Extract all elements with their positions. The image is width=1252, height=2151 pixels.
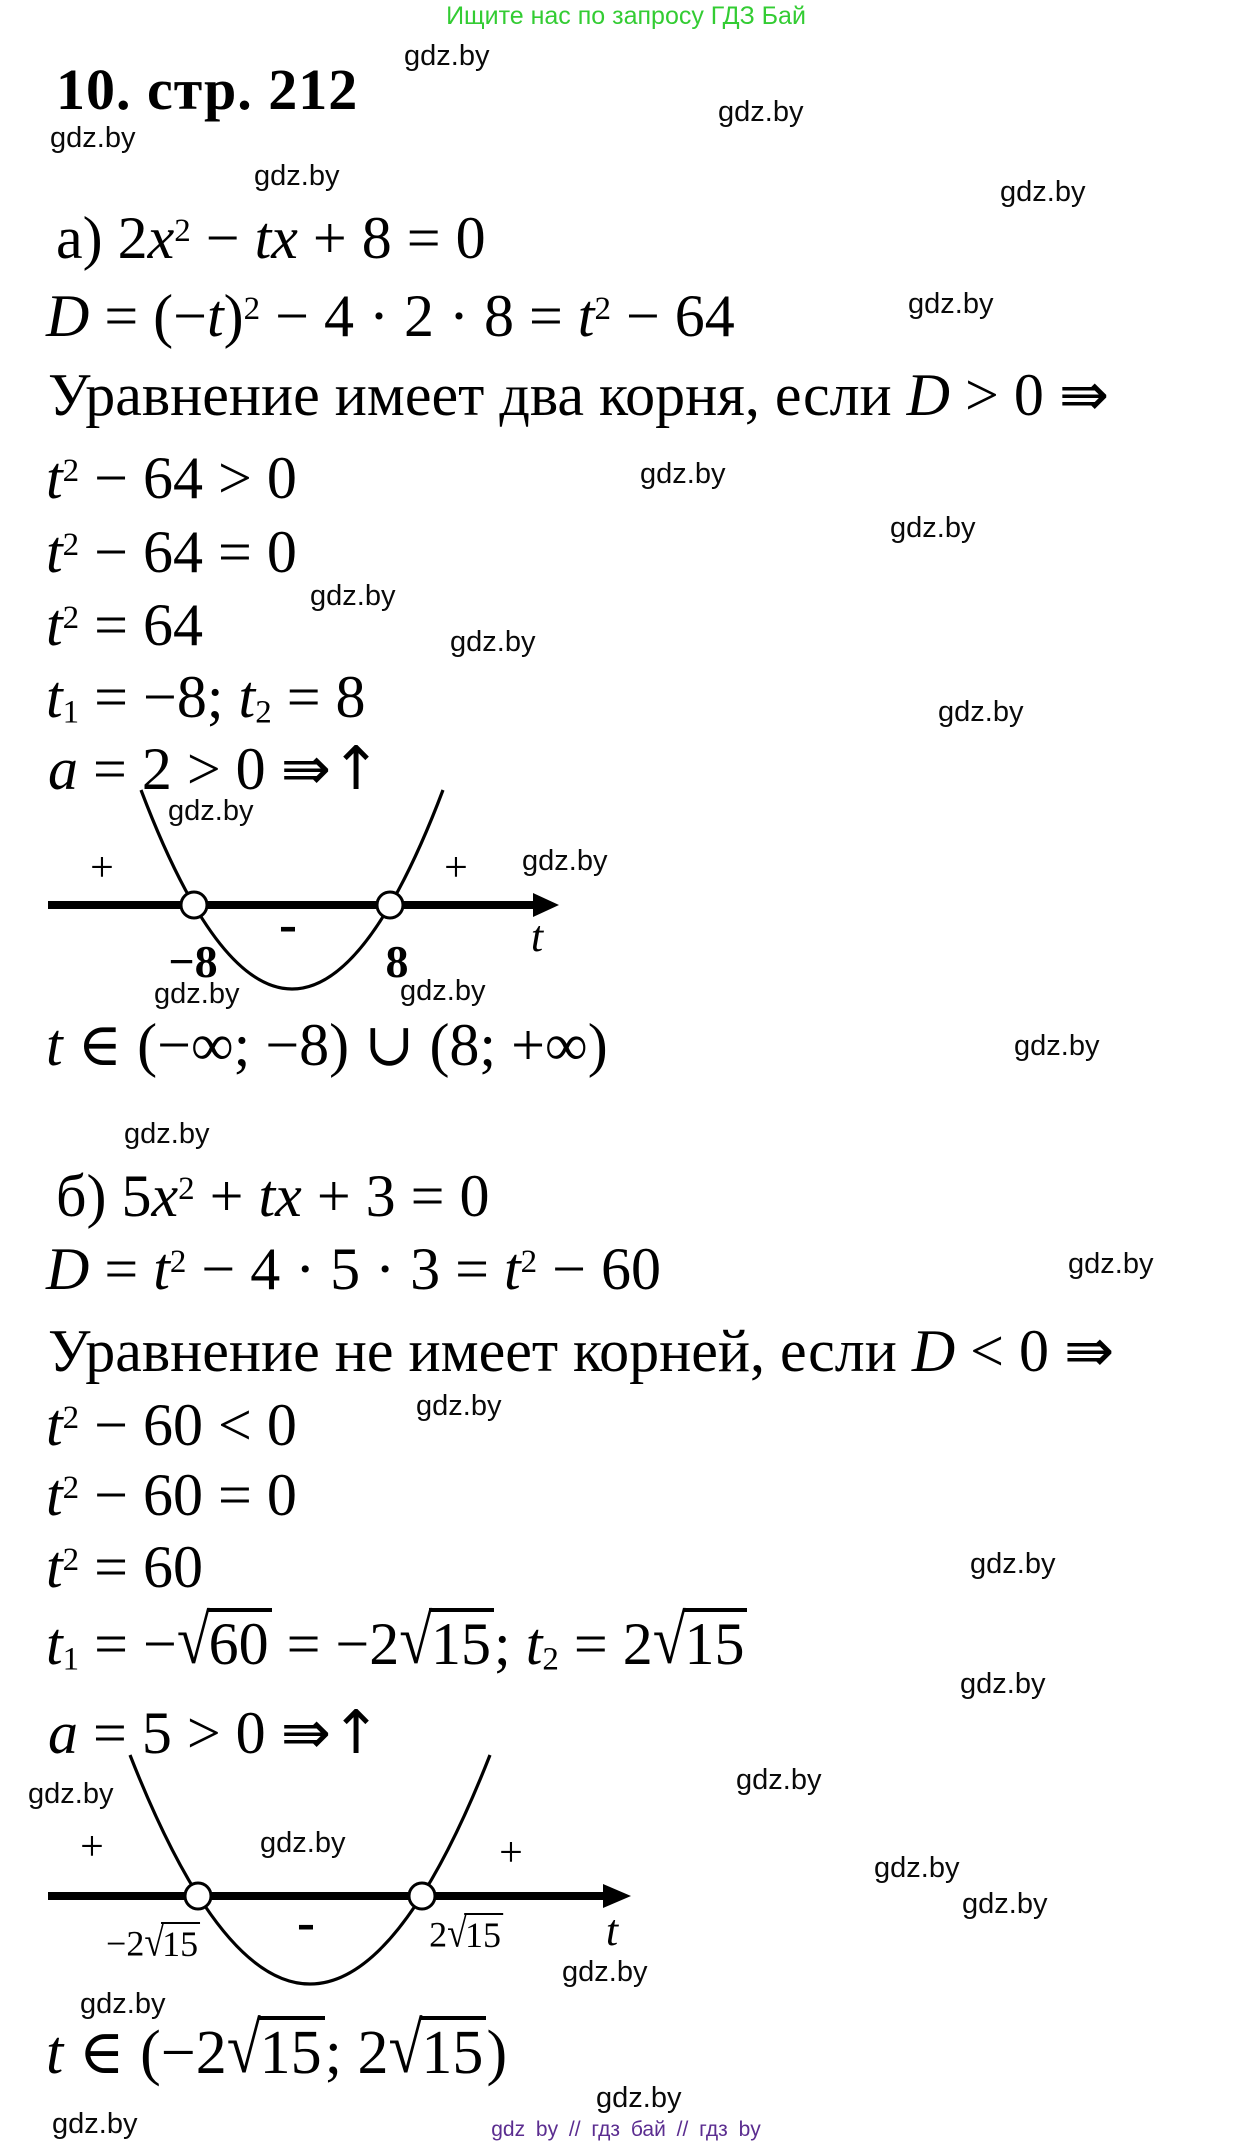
math-token: √ xyxy=(399,1601,433,1679)
math-token: ∈ (−2 xyxy=(63,2019,227,2088)
page-title: 10. стр. 212 xyxy=(56,57,359,122)
math-token: a xyxy=(48,1700,78,1766)
math-token: t xyxy=(605,1906,619,1955)
math-token: t xyxy=(46,2019,64,2088)
math-token: = 64 xyxy=(79,592,204,658)
math-token: + 3 = 0 xyxy=(301,1163,490,1229)
math-token: 2 xyxy=(62,1399,80,1436)
math-token: ; 2 xyxy=(324,2019,389,2088)
math-token: x xyxy=(147,205,175,271)
math-token: −8 xyxy=(168,936,218,987)
math-token: x xyxy=(275,1163,302,1229)
math-token: a xyxy=(48,736,78,802)
math-token: ; xyxy=(494,1611,526,1678)
math-token: = xyxy=(89,1236,154,1302)
sign-diagram-b-root-right-label xyxy=(429,1909,503,1956)
math-token: D xyxy=(46,283,90,349)
watermark: gdz.by xyxy=(718,96,804,128)
math-token: t xyxy=(46,519,63,585)
watermark: gdz.by xyxy=(310,580,396,612)
watermark: gdz.by xyxy=(1068,1248,1154,1280)
watermark: gdz.by xyxy=(416,1390,502,1422)
statement-b-condition xyxy=(48,1318,1114,1385)
eq-b-roots xyxy=(46,1601,747,1679)
footer-note: gdz by // гдз бай // гдз by xyxy=(491,2118,761,2141)
math-token: 1 xyxy=(62,694,80,731)
watermark: gdz.by xyxy=(960,1668,1046,1700)
math-token: 2 xyxy=(178,1170,195,1207)
watermark: gdz.by xyxy=(1000,176,1086,208)
math-token: 1 xyxy=(62,1641,80,1678)
math-token: + xyxy=(80,1824,104,1870)
watermark: gdz.by xyxy=(254,160,340,192)
math-token: 2 xyxy=(169,1243,187,1280)
watermark: gdz.by xyxy=(908,288,994,320)
math-token: t xyxy=(46,1462,63,1528)
math-token: ) xyxy=(223,283,244,349)
math-token: 15 xyxy=(429,1608,494,1677)
math-token: D xyxy=(906,362,950,428)
math-token: t xyxy=(46,1611,63,1678)
math-token: б) 5 xyxy=(56,1163,152,1229)
math-token: + xyxy=(194,1163,259,1229)
watermark: gdz.by xyxy=(890,512,976,544)
math-token: t xyxy=(46,1392,63,1458)
watermark: gdz.by xyxy=(154,978,240,1010)
math-token: − 64 > 0 xyxy=(79,445,297,511)
math-token: 2 xyxy=(542,1641,559,1678)
math-token: t xyxy=(207,283,224,349)
t-axis-arrowhead xyxy=(603,1884,631,1908)
math-token: ∈ (−∞; −8) ∪ (8; +∞) xyxy=(62,1012,608,1078)
math-token: t xyxy=(530,912,544,961)
math-token: t xyxy=(254,205,272,271)
watermark: gdz.by xyxy=(50,122,136,154)
math-token: + xyxy=(499,1830,523,1876)
sign-diagram-a-root-right-label xyxy=(386,936,409,988)
eq-a-zero xyxy=(46,519,297,586)
math-token: 2 xyxy=(62,1469,80,1506)
watermark: gdz.by xyxy=(80,1988,166,2020)
math-token: = 2 xyxy=(558,1611,653,1678)
math-token: = 5 > 0 xyxy=(78,1700,281,1766)
math-token: √ xyxy=(226,2009,261,2089)
eq-b-discriminant xyxy=(46,1236,661,1303)
math-token: D xyxy=(911,1318,956,1384)
math-token: 2 xyxy=(62,526,80,563)
math-token: √ xyxy=(176,1601,210,1679)
math-token: = 2 > 0 xyxy=(78,736,281,802)
eq-a-discriminant xyxy=(46,283,735,350)
watermark: gdz.by xyxy=(596,2082,682,2114)
math-token: - xyxy=(297,1892,315,1952)
statement-a-condition xyxy=(48,362,1109,429)
watermark: gdz.by xyxy=(640,458,726,490)
watermark: gdz.by xyxy=(874,1852,960,1884)
watermark: gdz.by xyxy=(124,1118,210,1150)
math-token: 2 xyxy=(62,1541,80,1578)
math-token: 2 xyxy=(520,1243,538,1280)
math-token: − 60 = 0 xyxy=(79,1462,297,1528)
math-token: 60 xyxy=(207,1608,272,1677)
math-token: t xyxy=(46,445,63,511)
watermark: gdz.by xyxy=(450,626,536,658)
sign-diagram-b-root-left-label xyxy=(106,1918,200,1965)
watermark: gdz.by xyxy=(938,696,1024,728)
math-token: − 4 · 2 · 8 = xyxy=(260,283,578,349)
math-token: √ xyxy=(652,1601,686,1679)
math-token: 2 xyxy=(255,694,272,731)
math-token: − 64 xyxy=(610,283,735,349)
math-token: D xyxy=(46,1236,90,1302)
sign-diagram-a xyxy=(0,770,640,1015)
watermark: gdz.by xyxy=(168,795,254,827)
answer-a-interval xyxy=(46,1012,608,1079)
sign-diagram-a-plus-right-label xyxy=(444,845,468,892)
ineq-b-solve xyxy=(46,1392,297,1459)
watermark: gdz.by xyxy=(962,1888,1048,1920)
math-token: t xyxy=(238,664,256,730)
watermark: gdz.by xyxy=(400,975,486,1007)
math-token: 2 xyxy=(594,290,611,327)
math-token: 15 xyxy=(420,2016,487,2087)
sign-diagram-a-axis-label xyxy=(531,912,543,961)
math-token: 15 xyxy=(162,1923,199,1964)
math-token: = − xyxy=(79,1611,177,1678)
math-token: ↑ xyxy=(330,734,382,804)
math-token: t xyxy=(46,1012,63,1078)
sign-diagram-a-root-left-label xyxy=(168,936,217,988)
eq-a-given xyxy=(56,205,486,272)
sign-diagram-b xyxy=(0,1730,660,2025)
eq-a-roots xyxy=(46,664,366,731)
math-token: x xyxy=(271,205,298,271)
watermark: gdz.by xyxy=(260,1827,346,1859)
math-token: √ xyxy=(447,1909,467,1956)
math-token: 15 xyxy=(683,1608,748,1677)
watermark: gdz.by xyxy=(52,2108,138,2140)
math-token: − 64 = 0 xyxy=(79,519,297,585)
root-circle-left xyxy=(181,892,207,918)
watermark: gdz.by xyxy=(28,1778,114,1810)
math-token: + xyxy=(444,845,468,891)
answer-b-interval xyxy=(46,2009,508,2089)
math-token: x xyxy=(151,1163,179,1229)
sign-diagram-b-plus-right-label xyxy=(499,1830,523,1877)
math-token: Уравнение не имеет корней, если xyxy=(48,1318,912,1384)
eq-b-t-squared xyxy=(46,1534,203,1601)
math-token: √ xyxy=(388,2009,423,2089)
math-token: − 4 · 5 · 3 = xyxy=(186,1236,504,1302)
math-token: 2 xyxy=(62,452,80,489)
math-token: > 0 xyxy=(949,362,1059,428)
math-token: + 8 = 0 xyxy=(297,205,486,271)
promo-banner: Ищите нас по запросу ГДЗ Бай xyxy=(446,2,806,30)
math-token: t xyxy=(46,664,63,730)
watermark: gdz.by xyxy=(562,1956,648,1988)
math-token: ⇛ xyxy=(1058,360,1110,430)
math-token: t xyxy=(258,1163,276,1229)
root-circle-right xyxy=(377,892,403,918)
eq-b-zero xyxy=(46,1462,297,1529)
math-token: 2 xyxy=(429,1914,448,1955)
math-token: 15 xyxy=(258,2016,325,2087)
watermark: gdz.by xyxy=(522,845,608,877)
sign-diagram-a-plus-left-label xyxy=(90,845,114,892)
root-circle-left xyxy=(185,1883,211,1909)
math-token: ⇛ xyxy=(280,734,331,804)
math-token: ) xyxy=(486,2019,508,2088)
watermark: gdz.by xyxy=(404,40,490,72)
math-token: = (− xyxy=(89,283,207,349)
root-circle-right xyxy=(409,1883,435,1909)
sign-diagram-b-axis-label xyxy=(606,1906,618,1955)
math-token: Уравнение имеет два корня, если xyxy=(48,362,907,428)
math-token: ↑ xyxy=(330,1698,382,1768)
math-token: t xyxy=(153,1236,170,1302)
math-token: = −8; xyxy=(79,664,239,730)
watermark: gdz.by xyxy=(1014,1030,1100,1062)
math-token: = 60 xyxy=(79,1534,204,1600)
math-token: t xyxy=(46,592,63,658)
math-token: + xyxy=(90,845,114,891)
math-token: √ xyxy=(144,1918,165,1965)
math-token: t xyxy=(504,1236,521,1302)
math-token: 2 xyxy=(243,290,261,327)
math-token: t xyxy=(577,283,595,349)
sign-diagram-b-minus-label xyxy=(297,1892,315,1952)
eq-b-given xyxy=(56,1163,490,1230)
math-token: t xyxy=(525,1611,543,1678)
math-token: < 0 xyxy=(955,1318,1065,1384)
math-token: ⇛ xyxy=(280,1698,331,1768)
math-token: −2 xyxy=(106,1923,145,1964)
math-token: − 60 xyxy=(537,1236,662,1302)
math-token: − 60 < 0 xyxy=(79,1392,297,1458)
math-token: 15 xyxy=(465,1914,502,1955)
ineq-a-solve xyxy=(46,445,297,512)
math-token: = −2 xyxy=(271,1611,400,1678)
math-token: t xyxy=(46,1534,63,1600)
watermark: gdz.by xyxy=(736,1764,822,1796)
math-token: = 8 xyxy=(271,664,366,730)
math-token: 2 xyxy=(62,599,80,636)
watermark: gdz.by xyxy=(970,1548,1056,1580)
math-token: - xyxy=(279,894,297,954)
sign-diagram-a-minus-label xyxy=(279,894,297,954)
math-token: а) 2 xyxy=(56,205,148,271)
math-token: 2 xyxy=(174,212,191,249)
math-token: 8 xyxy=(385,936,409,987)
math-token: ⇛ xyxy=(1064,1316,1115,1386)
sign-diagram-b-plus-left-label xyxy=(80,1824,104,1871)
math-token: − xyxy=(190,205,255,271)
eq-a-t-squared xyxy=(46,592,203,659)
